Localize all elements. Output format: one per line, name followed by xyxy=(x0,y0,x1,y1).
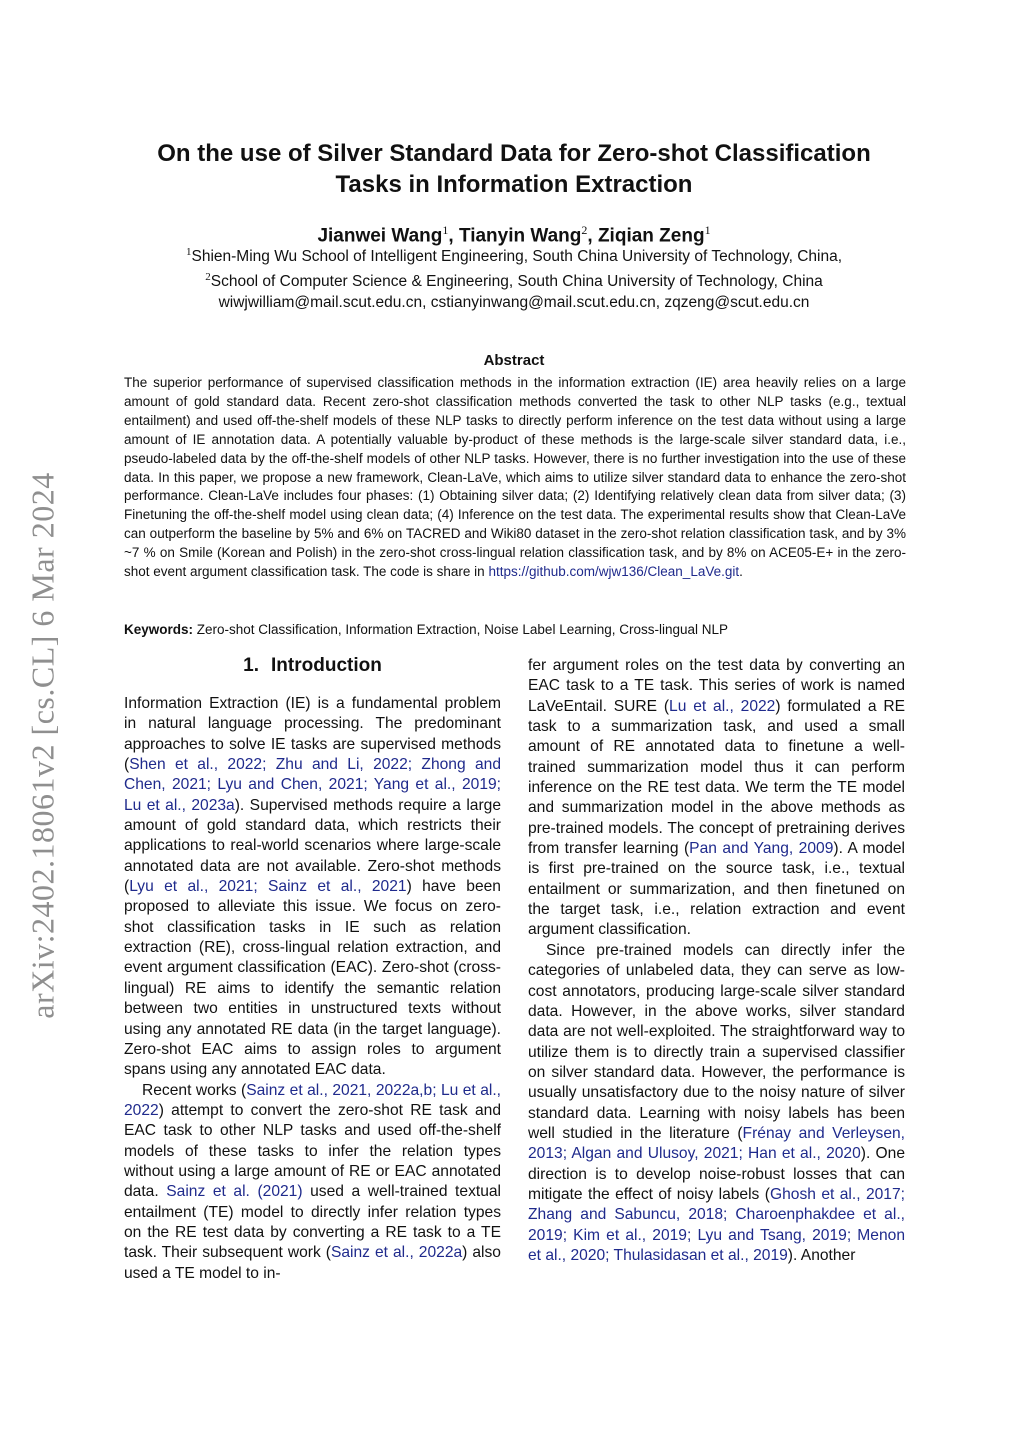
citation-link[interactable]: Sainz et al. (2021) xyxy=(166,1183,303,1201)
body-paragraph: Since pre-trained models can directly infer the categories of unlabeled data, they can serve as low-cost annotators, producing large-scale silver standard data. However, in the above works, silver standard data are not well-exploited. The straightforward way to utilize them is to directly train a supervised classifier on silver standard data. However, the performance is usually unsatisfactory due to the noisy nature of silver standard data. Learning with noisy labels has been well studied in the literature (Frénay and Verleysen, 2013; Algan and Ulusoy, 2021; Han et al., 2020). One direction is to develop noise-robust losses that can mitigate the effect of noisy labels (Ghosh et al., 2017; Zhang and Sabuncu, 2018; Charoenphakdee et al., 2019; Kim et al., 2019; Lyu and Tsang, 2019; Menon et al., 2020; Thulasidasan et al., 2019). Another xyxy=(528,941,905,1264)
author-affiliation-mark: 1 xyxy=(704,223,711,237)
arxiv-identifier-stamp: arXiv:2402.18061v2 [cs.CL] 6 Mar 2024 xyxy=(24,471,61,1019)
left-column-body xyxy=(124,694,501,1284)
citation-link[interactable]: Frénay and Verleysen, 2013; Algan and Ulusoy, 2021; Han et al., 2020 xyxy=(528,1124,905,1163)
title-line-2: Tasks in Information Extraction xyxy=(335,171,693,198)
affiliation-1: $^1$Shien-Ming Wu School of Intelligent Engineering, South China University of Technology, China, xyxy=(185,246,842,266)
author-emails: wiwjwilliam@mail.scut.edu.cn, cstianyinwang@mail.scut.edu.cn, zqzeng@scut.edu.cn xyxy=(218,294,810,312)
author-name: Ziqian Zeng xyxy=(597,225,705,247)
section-heading-introduction: 1. Introduction xyxy=(243,655,382,676)
keywords-label: Keywords: xyxy=(124,622,194,637)
citation-link[interactable]: Ghosh et al., 2017; Zhang and Sabuncu, 2018; Charoenphakdee et al., 2019; Kim et al., 2019; Lyu and Tsang, 2019; Menon et al., 2020; Thulasidasan et al., 2019 xyxy=(528,1185,905,1264)
keywords-text: Zero-shot Classification, Information Extraction, Noise Label Learning, Cross-lingual NLP xyxy=(193,622,729,637)
author-name: Jianwei Wang xyxy=(317,225,443,247)
citation-link[interactable]: Lu et al., 2022 xyxy=(669,697,776,715)
keywords xyxy=(124,620,906,639)
body-paragraph: fer argument roles on the test data by converting an EAC task to a TE task. This series of work is named LaVeEntail. SURE (Lu et al., 2022) formulated a RE task to a summarization task, and used a small amount of RE annotated data to finetune a well-trained summarization model thus it can perform inference on the RE test data. We term the TE model and summarization model in the above methods as pre-trained models. The concept of pretraining derives from transfer learning (Pan and Yang, 2009). A model is first pre-trained on the source task, i.e., textual entailment or summarization, and then finetuned on the target task, i.e., relation extraction and event argument classification. xyxy=(528,657,906,939)
author-name: Tianyin Wang xyxy=(458,225,582,247)
right-column-body xyxy=(528,656,905,1266)
citation-link[interactable]: Sainz et al., 2022a xyxy=(330,1244,463,1262)
right-column xyxy=(528,656,905,1266)
citation-link[interactable]: Shen et al., 2022; Zhu and Li, 2022; Zhong and Chen, 2021; Lyu and Chen, 2021; Yang et al., 2019; Lu et al., 2023a xyxy=(124,756,501,814)
paper-title xyxy=(124,138,904,200)
body-paragraph: Recent works (Sainz et al., 2021, 2022a,b; Lu et al., 2022) attempt to convert the zero-shot RE task and EAC task to other NLP tasks and used off-the-shelf models of these tasks to infer the relation types without using a large amount of RE or EAC annotated data. Sainz et al. (2021) used a well-trained textual entailment (TE) model to directly infer relation types on the RE test data by converting a RE task to a TE task. Their subsequent work (Sainz et al., 2022a) also used a TE model to in- xyxy=(124,1081,502,1282)
author-affiliation-mark: 2 xyxy=(581,223,588,237)
citation-link[interactable]: Pan and Yang, 2009 xyxy=(689,840,834,858)
author-affiliation-mark: 1 xyxy=(442,223,449,237)
abstract-body: The superior performance of supervised classification methods in the information extraction (IE) area heavily relies on a large amount of gold standard data. Recent zero-shot classification methods converted the task to other NLP tasks (e.g., textual entailment) and used off-the-shelf models of these NLP tasks to directly perform inference on the test data without using a large amount of IE annotation data. A potentially valuable by-product of these methods is the large-scale silver standard data, i.e., pseudo-labeled data by the off-the-shelf models of other NLP tasks. However, there is no further investigation into the use of these data. In this paper, we propose a new framework, Clean-LaVe, which aims to utilize silver standard data to enhance the zero-shot performance. Clean-LaVe includes four phases: (1) Obtaining silver data; (2) Identifying relatively clean data from silver data; (3) Finetuning the off-the-shelf model using clean data; (4) Inference on the test data. The experimental results show that Clean-LaVe can outperform the baseline by 5% and 6% on TACRED and Wiki80 dataset in the zero-shot relation classification task, and by 3% ~7 % on Smile (Korean and Polish) in the zero-shot cross-lingual relation classification task, and by 8% on ACE05-E+ in the zero-shot event argument classification task. The code is share in https://github.com/wjw136/Clean_LaVe.git. xyxy=(124,375,906,580)
citation-link[interactable]: Lyu et al., 2021; Sainz et al., 2021 xyxy=(129,878,407,896)
affiliation-2: $^2$School of Computer Science & Engineering, South China University of Technology, China xyxy=(205,271,823,291)
title-line-1: On the use of Silver Standard Data for Zero-shot Classification xyxy=(157,140,871,167)
author-list: Jianwei Wang$^1$, Tianyin Wang$^2$, Ziqian Zeng$^1$ xyxy=(317,223,711,247)
body-paragraph: Information Extraction (IE) is a fundamental problem in natural language processing. The predominant approaches to solve IE tasks are supervised methods (Shen et al., 2022; Zhu and Li, 2022; Zhong and Chen, 2021; Lyu and Chen, 2021; Yang et al., 2019; Lu et al., 2023a). Supervised methods require a large amount of gold standard data, which restricts their applications to real-world scenarios where large-scale annotated data are not available. Zero-shot methods (Lyu et al., 2021; Sainz et al., 2021) have been proposed to alleviate this issue. We focus on zero-shot classification tasks in IE such as relation extraction (RE), cross-lingual relation extraction, and event argument classification (EAC). Zero-shot (cross-lingual) RE aims to identify the semantic relation between two entities in unstructured texts without using any annotated RE data (in the target language). Zero-shot EAC aims to assign roles to argument spans using any annotated EAC data. xyxy=(124,695,501,1079)
affiliations xyxy=(124,242,904,313)
code-repository-link[interactable]: https://github.com/wjw136/Clean_LaVe.git xyxy=(488,564,740,580)
citation-link[interactable]: Sainz et al., 2021, 2022a,b; Lu et al., 2022 xyxy=(124,1081,501,1119)
left-column xyxy=(124,652,501,1284)
abstract-heading: Abstract xyxy=(483,352,545,369)
